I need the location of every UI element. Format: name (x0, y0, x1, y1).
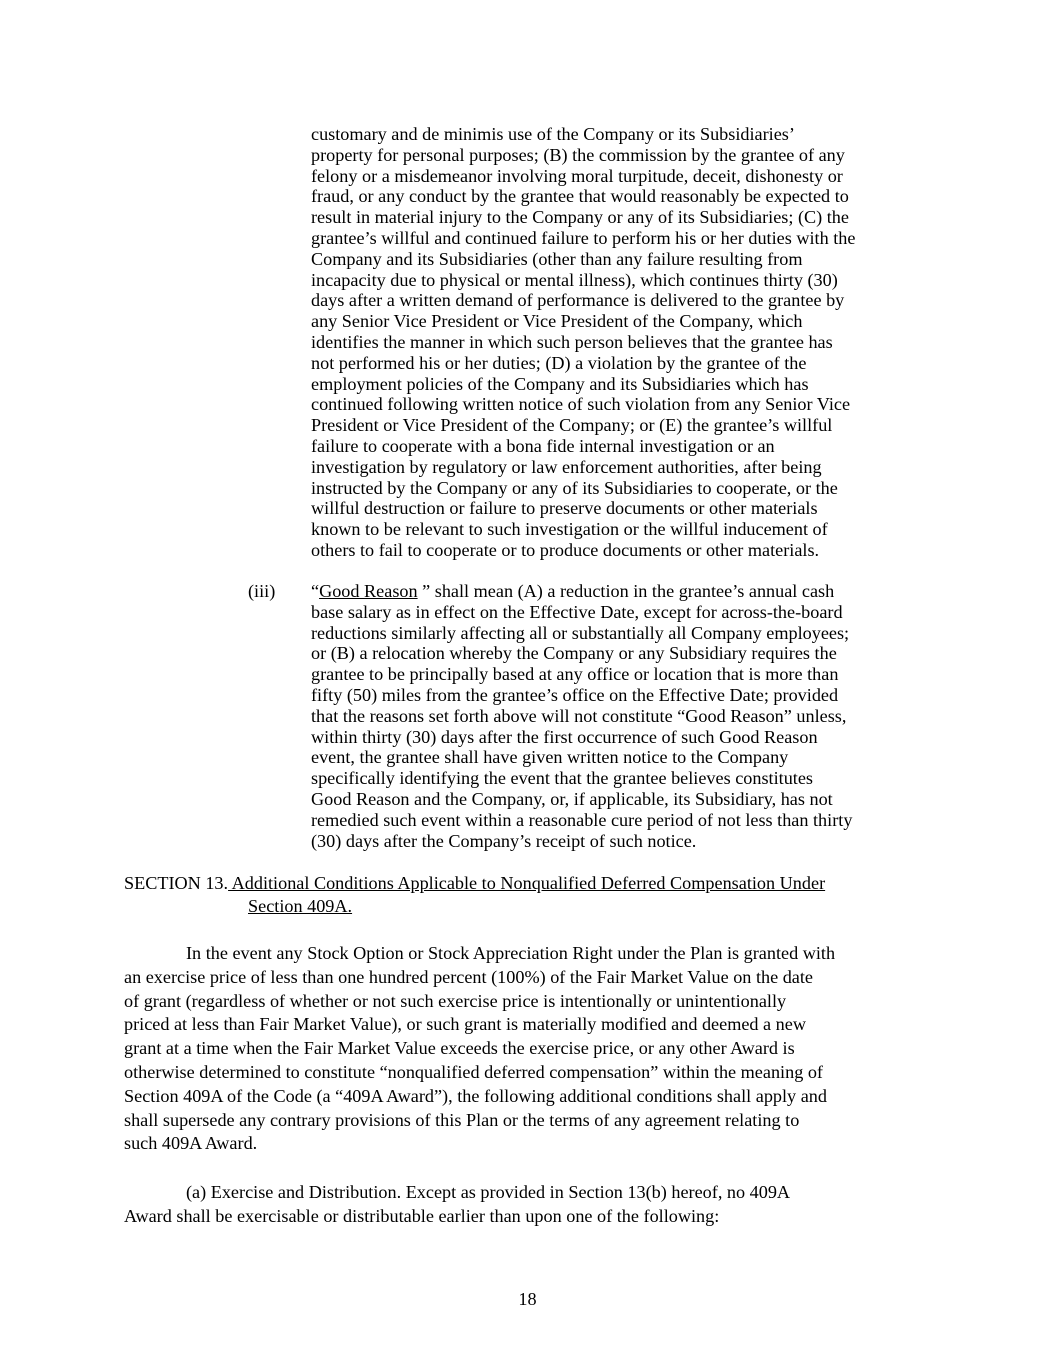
page-number: 18 (518, 1289, 537, 1309)
text-line: investigation by regulatory or law enforcement authorities, after being (311, 456, 822, 477)
text-line: Good Reason and the Company, or, if applicable, its Subsidiary, has not (311, 788, 833, 809)
text-line: (30) days after the Company’s receipt of such notice. (311, 830, 697, 851)
section-label: SECTION 13. (124, 873, 229, 893)
text-line: continued following written notice of such violation from any Senior Vice (311, 394, 851, 415)
text-line: felony or a misdemeanor involving moral turpitude, deceit, dishonesty or (311, 165, 843, 186)
text-line: known to be relevant to such investigation or the willful inducement of (311, 519, 828, 540)
text-line: instructed by the Company or any of its Subsidiaries to cooperate, or the (311, 477, 838, 498)
text-line (311, 581, 852, 602)
text-line: Company and its Subsidiaries (other than any failure resulting from (311, 248, 803, 269)
text-line: priced at less than Fair Market Value), or such grant is materially modified and deemed a new (124, 1014, 806, 1035)
text-line: an exercise price of less than one hundred percent (100%) of the Fair Market Value on the date (124, 966, 814, 987)
text-line: grantee’s willful and continued failure to perform his or her duties with the (311, 227, 856, 248)
text-line: of grant (regardless of whether or not such exercise price is intentionally or unintentionally (124, 990, 787, 1011)
text-line: In the event any Stock Option or Stock Appreciation Right under the Plan is granted with (186, 943, 836, 963)
text-line: days after a written demand of performance is delivered to the grantee by (311, 290, 845, 311)
text-line: base salary as in effect on the Effective Date, except for across-the-board (311, 601, 843, 622)
text-line: property for personal purposes; (B) the commission by the grantee of any (311, 144, 845, 165)
text-line: reductions similarly affecting all or substantially all Company employees; (311, 622, 850, 643)
cause-definition-continuation (311, 124, 855, 561)
text-line: otherwise determined to constitute “nonqualified deferred compensation” within the meaning of (124, 1061, 823, 1082)
section-13-heading (124, 872, 825, 918)
text-line: such 409A Award. (124, 1133, 258, 1154)
text-line: or (B) a relocation whereby the Company or any Subsidiary requires the (311, 643, 837, 664)
section-13a-paragraph (124, 1181, 790, 1229)
heading-line (124, 895, 825, 918)
text-line: failure to cooperate with a bona fide internal investigation or an (311, 435, 775, 456)
text-line: remedied such event within a reasonable cure period of not less than thirty (311, 809, 853, 830)
text-line: grantee to be principally based at any office or location that is more than (311, 664, 839, 685)
heading-line (124, 872, 825, 895)
text-line: grant at a time when the Fair Market Value exceeds the exercise price, or any other Award is (124, 1038, 795, 1059)
open-quote: “ (311, 581, 320, 601)
text-line: Award shall be exercisable or distributable earlier than upon one of the following: (124, 1205, 720, 1226)
text-line: willful destruction or failure to preserve documents or other materials (311, 498, 818, 519)
text-line: incapacity due to physical or mental illness), which continues thirty (30) (311, 269, 838, 290)
text-line: fraud, or any conduct by the grantee that would reasonably be expected to (311, 186, 849, 207)
first-line-rest: ” shall mean (A) a reduction in the grantee’s annual cash (417, 581, 835, 601)
text-line: customary and de minimis use of the Company or its Subsidiaries’ (311, 124, 795, 144)
text-line: that the reasons set forth above will not constitute “Good Reason” unless, (311, 705, 847, 726)
section-13-intro-paragraph (124, 942, 835, 1156)
text-line: employment policies of the Company and its Subsidiaries which has (311, 373, 809, 394)
section-title: Additional Conditions Applicable to Nonqualified Deferred Compensation Under (228, 873, 826, 893)
text-line: specifically identifying the event that the grantee believes constitutes (311, 768, 814, 789)
text-line: others to fail to cooperate or to produce documents or other materials. (311, 539, 820, 560)
text-line: within thirty (30) days after the first occurrence of such Good Reason (311, 726, 818, 747)
text-line: identifies the manner in which such person believes that the grantee has (311, 331, 833, 352)
defined-term-good-reason: Good Reason (319, 581, 418, 601)
text-line: shall supersede any contrary provisions of this Plan or the terms of any agreement relating to (124, 1109, 800, 1130)
text-line: any Senior Vice President or Vice President of the Company, which (311, 311, 803, 332)
text-line: Section 409A of the Code (a “409A Award”), the following additional conditions shall apply and (124, 1085, 827, 1106)
text-line: (a) Exercise and Distribution. Except as provided in Section 13(b) hereof, no 409A (186, 1182, 791, 1202)
text-line: result in material injury to the Company or any of its Subsidiaries; (C) the (311, 207, 849, 228)
section-title-continued: Section 409A. (248, 896, 353, 916)
text-line: not performed his or her duties; (D) a violation by the grantee of the (311, 352, 807, 373)
good-reason-definition (311, 581, 852, 851)
text-line: President or Vice President of the Company; or (E) the grantee’s willful (311, 415, 833, 436)
text-line: fifty (50) miles from the grantee’s office on the Effective Date; provided (311, 684, 839, 705)
item-iii-marker: (iii) (248, 581, 276, 601)
text-line: event, the grantee shall have given written notice to the Company (311, 747, 789, 768)
